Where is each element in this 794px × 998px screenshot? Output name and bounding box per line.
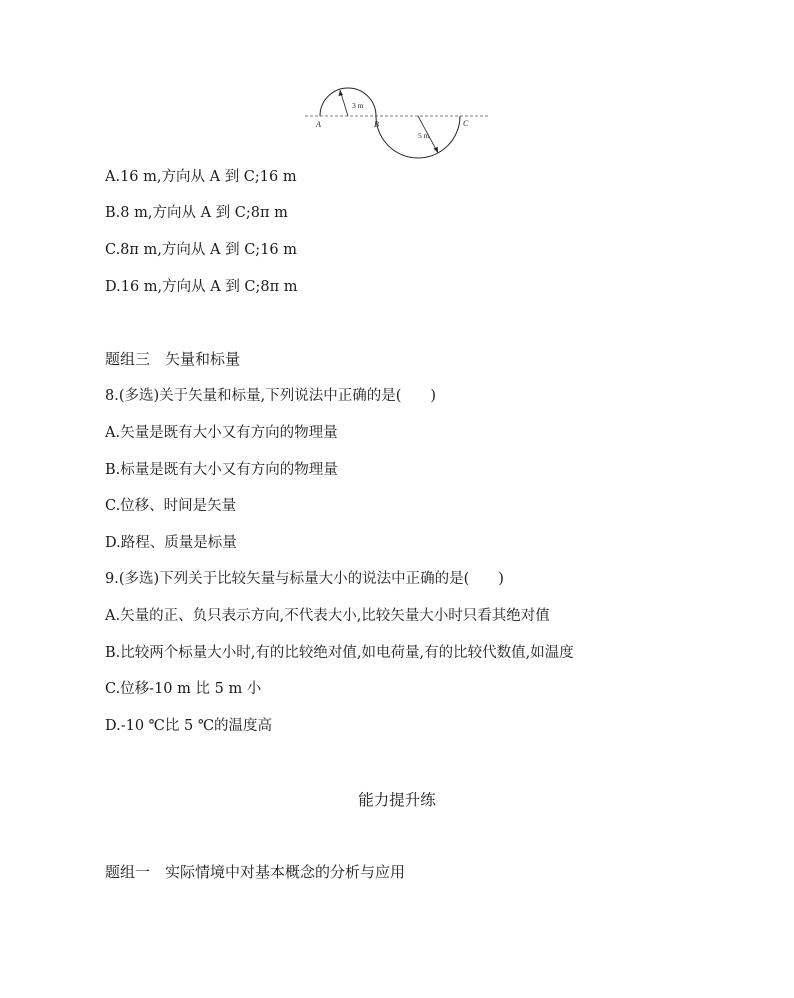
q8-option-c: C.位移、时间是矢量: [105, 498, 237, 514]
q9-stem: 9.(多选)下列关于比较矢量与标量大小的说法中正确的是( ): [105, 571, 504, 587]
label-c: C: [463, 119, 469, 128]
q9-option-c: C.位移-10 m 比 5 m 小: [105, 681, 262, 697]
group1-title: 题组一 实际情境中对基本概念的分析与应用: [105, 863, 406, 881]
q9-option-d: D.-10 ℃比 5 ℃的温度高: [105, 718, 273, 734]
q7-option-b: B.8 m,方向从 A 到 C;8π m: [105, 205, 288, 221]
q7-option-d: D.16 m,方向从 A 到 C;8π m: [105, 279, 298, 295]
group3-title: 题组三 矢量和标量: [105, 350, 241, 368]
upper-semicircle: [320, 88, 376, 116]
q8-option-a: A.矢量是既有大小又有方向的物理量: [105, 425, 338, 441]
q7-option-c: C.8π m,方向从 A 到 C;16 m: [105, 242, 297, 258]
figure-svg: [300, 80, 500, 160]
label-b: B: [374, 120, 379, 129]
label-radius-small: 3 m: [352, 101, 364, 110]
radius-arrowhead-large: [434, 147, 439, 153]
q9-option-b: B.比较两个标量大小时,有的比较绝对值,如电荷量,有的比较代数值,如温度: [105, 645, 574, 661]
label-radius-large: 5 m: [418, 131, 430, 140]
q9-option-a: A.矢量的正、负只表示方向,不代表大小,比较矢量大小时只看其绝对值: [105, 608, 550, 624]
q8-stem: 8.(多选)关于矢量和标量,下列说法中正确的是( ): [105, 388, 437, 404]
q7-option-a: A.16 m,方向从 A 到 C;16 m: [105, 169, 297, 185]
semicircle-path-figure: [300, 80, 500, 160]
section-title: 能力提升练: [358, 791, 436, 809]
q8-option-b: B.标量是既有大小又有方向的物理量: [105, 462, 338, 478]
radius-arrowhead-small: [339, 90, 344, 96]
label-a: A: [316, 120, 321, 129]
q8-option-d: D.路程、质量是标量: [105, 535, 237, 551]
